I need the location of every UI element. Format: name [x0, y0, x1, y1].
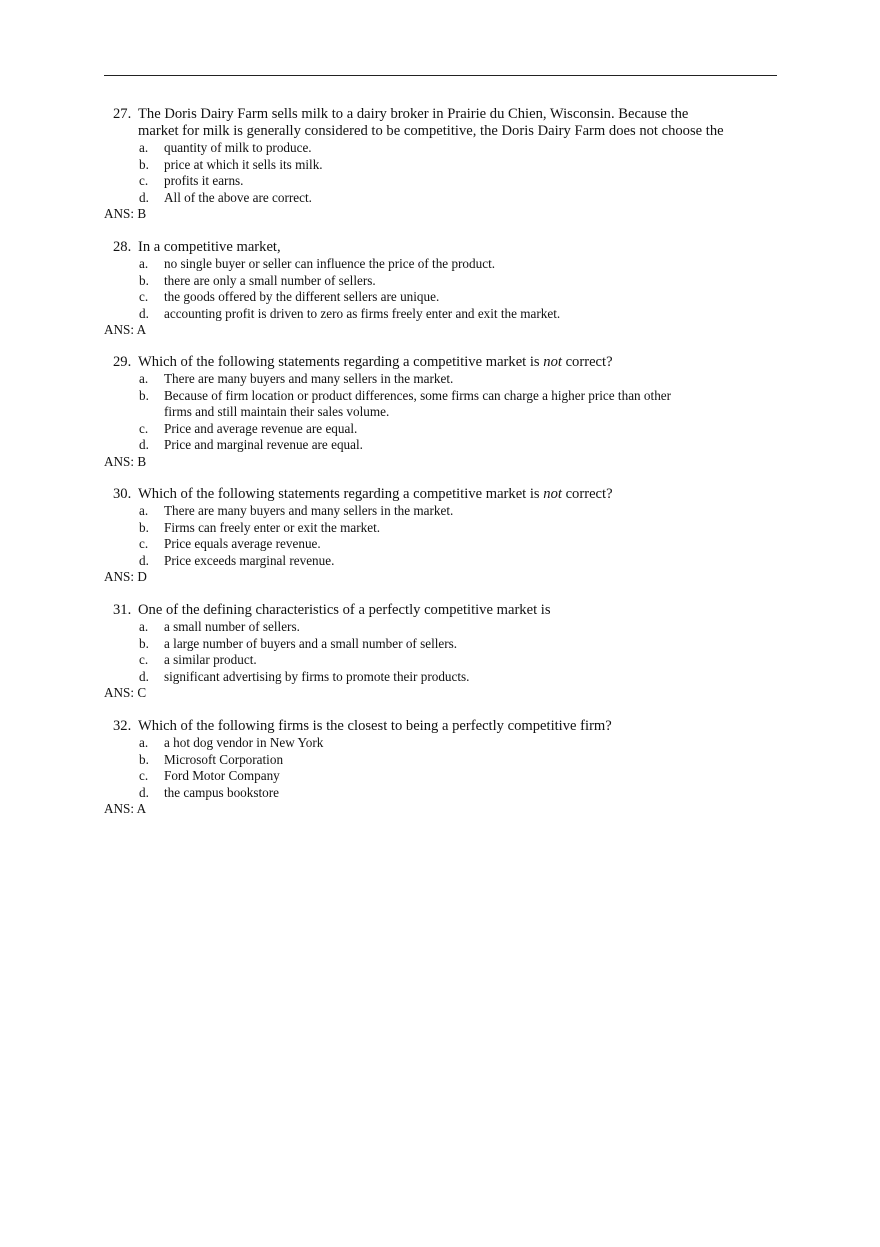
question-number: 29.: [113, 354, 132, 370]
option-a: [104, 140, 784, 157]
question-stem: [104, 354, 784, 371]
question-number: 27.: [113, 106, 132, 122]
option-b: [104, 636, 784, 653]
option-text: Price exceeds marginal revenue.: [164, 552, 335, 568]
stem-line: market for milk is generally considered to be competitive, the Doris Dairy Farm does not choose the: [138, 123, 724, 139]
question-29: [104, 354, 784, 470]
option-b: [104, 520, 784, 537]
option-a: [104, 371, 784, 388]
option-text: Microsoft Corporation: [164, 751, 284, 767]
stem-line: The Doris Dairy Farm sells milk to a dairy broker in Prairie du Chien, Wisconsin. Because the: [138, 106, 689, 122]
option-a: [104, 256, 784, 273]
option-letter: b.: [139, 156, 149, 172]
answer-key: ANS: D: [104, 569, 147, 585]
option-text: All of the above are correct.: [164, 189, 312, 205]
option-b: [104, 273, 784, 290]
option-text: Firms can freely enter or exit the market.: [164, 519, 381, 535]
option-text: quantity of milk to produce.: [164, 140, 312, 155]
option-b: [104, 388, 784, 421]
option-text: Because of firm location or product differences, some firms can charge a higher price than other: [164, 387, 672, 403]
stem-line: [138, 354, 784, 371]
option-text: a similar product.: [164, 652, 257, 668]
option-letter: b.: [139, 751, 149, 767]
question-27: [104, 106, 784, 222]
stem-line: One of the defining characteristics of a perfectly competitive market is: [138, 602, 551, 618]
option-letter: c.: [139, 420, 149, 436]
option-letter: b.: [139, 519, 149, 535]
option-letter: c.: [139, 289, 149, 305]
option-letter: c.: [139, 536, 149, 552]
answer-key: ANS: C: [104, 685, 147, 701]
option-text: profits it earns.: [164, 173, 244, 189]
option-letter: c.: [139, 652, 149, 668]
option-letter: a.: [139, 371, 149, 386]
stem-line: Which of the following firms is the closest to being a perfectly competitive firm?: [138, 718, 612, 734]
answer-key: ANS: B: [104, 206, 147, 222]
option-text: the campus bookstore: [164, 784, 279, 800]
stem-emphasis: not: [543, 354, 562, 370]
answer-key: ANS: A: [104, 801, 147, 817]
option-text: Price and marginal revenue are equal.: [164, 437, 363, 453]
question-number: 32.: [113, 718, 132, 734]
question-stem: [104, 239, 784, 256]
option-text: Ford Motor Company: [164, 768, 280, 784]
option-b: [104, 157, 784, 174]
question-stem: [104, 486, 784, 503]
answer-key: ANS: B: [104, 453, 147, 469]
question-number: 31.: [113, 602, 132, 618]
question-stem: [104, 718, 784, 735]
option-letter: b.: [139, 272, 149, 288]
stem-line: [138, 486, 784, 503]
option-letter: d.: [139, 437, 149, 453]
question-30: [104, 486, 784, 585]
option-a: [104, 735, 784, 752]
option-d: [104, 190, 784, 207]
stem-emphasis: not: [543, 486, 562, 502]
option-d: [104, 669, 784, 686]
stem-text: Which of the following statements regarding a competitive market is: [138, 354, 544, 370]
option-c: [104, 768, 784, 785]
option-letter: a.: [139, 619, 149, 634]
question-number: 30.: [113, 486, 132, 502]
question-32: [104, 718, 784, 817]
option-letter: a.: [139, 140, 149, 155]
question-28: [104, 239, 784, 338]
option-letter: c.: [139, 173, 149, 189]
option-letter: d.: [139, 668, 149, 684]
option-c: [104, 289, 784, 306]
option-d: [104, 785, 784, 802]
question-number: 28.: [113, 239, 132, 255]
stem-line: In a competitive market,: [138, 239, 281, 255]
option-text: firms and still maintain their sales volume.: [164, 404, 390, 420]
option-letter: d.: [139, 784, 149, 800]
option-text: there are only a small number of sellers.: [164, 272, 376, 288]
option-b: [104, 752, 784, 769]
stem-text: Which of the following statements regarding a competitive market is: [138, 486, 544, 502]
option-text: a hot dog vendor in New York: [164, 735, 324, 750]
option-letter: b.: [139, 635, 149, 651]
question-stem: [104, 106, 784, 140]
option-letter: b.: [139, 387, 149, 403]
option-letter: d.: [139, 305, 149, 321]
option-letter: a.: [139, 256, 149, 271]
option-text: no single buyer or seller can influence the price of the product.: [164, 256, 496, 271]
option-d: [104, 437, 784, 454]
question-stem: [104, 602, 784, 619]
option-text: There are many buyers and many sellers in the market.: [164, 503, 454, 518]
answer-key: ANS: A: [104, 322, 147, 338]
stem-text: correct?: [561, 486, 613, 502]
option-a: [104, 503, 784, 520]
header-rule: [104, 75, 777, 76]
option-text: significant advertising by firms to promote their products.: [164, 668, 470, 684]
option-text: Price equals average revenue.: [164, 536, 321, 552]
question-31: [104, 602, 784, 701]
option-letter: d.: [139, 189, 149, 205]
option-c: [104, 173, 784, 190]
option-text: Price and average revenue are equal.: [164, 420, 358, 436]
option-text: a large number of buyers and a small number of sellers.: [164, 635, 458, 651]
option-text: the goods offered by the different sellers are unique.: [164, 289, 440, 305]
option-c: [104, 421, 784, 438]
option-text: a small number of sellers.: [164, 619, 300, 634]
option-a: [104, 619, 784, 636]
stem-text: correct?: [561, 354, 613, 370]
option-letter: d.: [139, 552, 149, 568]
option-text: accounting profit is driven to zero as firms freely enter and exit the market.: [164, 305, 561, 321]
option-c: [104, 652, 784, 669]
option-letter: a.: [139, 735, 149, 750]
option-text: price at which it sells its milk.: [164, 156, 323, 172]
option-letter: a.: [139, 503, 149, 518]
option-text: There are many buyers and many sellers in the market.: [164, 371, 454, 386]
option-c: [104, 536, 784, 553]
option-d: [104, 306, 784, 323]
option-d: [104, 553, 784, 570]
option-letter: c.: [139, 768, 149, 784]
